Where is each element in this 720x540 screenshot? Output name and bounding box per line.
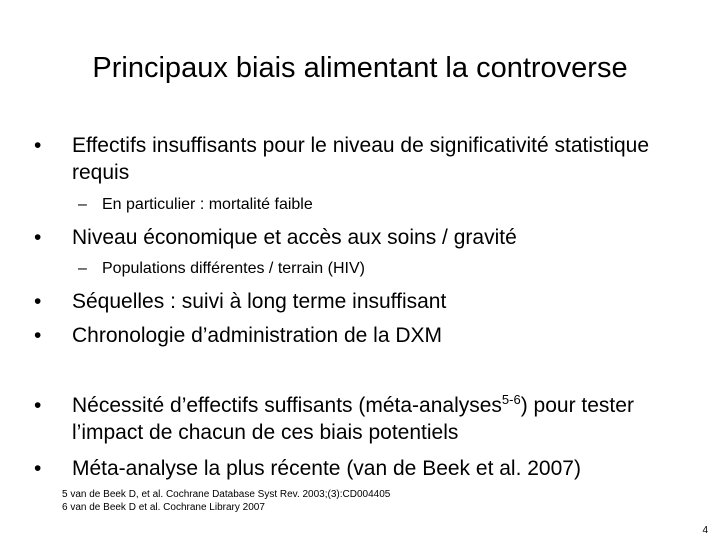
bullet-symbol: •: [34, 134, 42, 157]
sub-bullet-symbol: –: [78, 196, 87, 213]
sub-bullet-text: Populations différentes / terrain (HIV): [102, 260, 365, 277]
bullet-text: Chronologie d’administration de la DXM: [72, 324, 443, 347]
bullet-text: Séquelles : suivi à long terme insuffisant: [72, 290, 447, 313]
bullet-symbol: •: [34, 324, 42, 347]
page-title: Principaux biais alimentant la controverse: [92, 52, 628, 84]
reference-line: 6 van de Beek D et al. Cochrane Library 2007: [62, 502, 265, 513]
sub-bullet-item: [78, 259, 678, 279]
bullet-item: [34, 322, 684, 349]
page-number: 4: [702, 525, 708, 536]
bullet-text-start: Nécessité d’effectifs suffisants (méta-analyses: [72, 394, 502, 417]
bullet-item: [34, 455, 684, 482]
sub-bullet-symbol: –: [78, 260, 87, 277]
bullet-item: [34, 132, 684, 186]
bullet-text: Méta-analyse la plus récente (van de Beek et al. 2007): [72, 457, 581, 480]
bullet-text: Effectifs insuffisants pour le niveau de significativité statistique requis: [72, 134, 650, 184]
bullet-symbol: •: [34, 226, 42, 249]
bullet-item: [34, 224, 684, 251]
sub-bullet-text: En particulier : mortalité faible: [102, 196, 313, 213]
bullet-symbol: •: [34, 290, 42, 313]
citation-superscript: 5-6: [501, 392, 521, 407]
bullet-symbol: •: [34, 457, 42, 480]
bullet-text: [72, 392, 684, 446]
reference-line: 5 van de Beek D, et al. Cochrane Database Syst Rev. 2003;(3):CD004405: [62, 489, 391, 500]
bullet-item: [34, 392, 684, 446]
bullet-symbol: •: [34, 394, 42, 417]
bullet-text-end: ) pour tester l’impact de chacun de ces biais potentiels: [72, 394, 634, 444]
bullet-item: [34, 288, 684, 315]
sub-bullet-item: [78, 195, 678, 215]
bullet-text: Niveau économique et accès aux soins / gravité: [72, 226, 517, 249]
references: [62, 488, 390, 514]
